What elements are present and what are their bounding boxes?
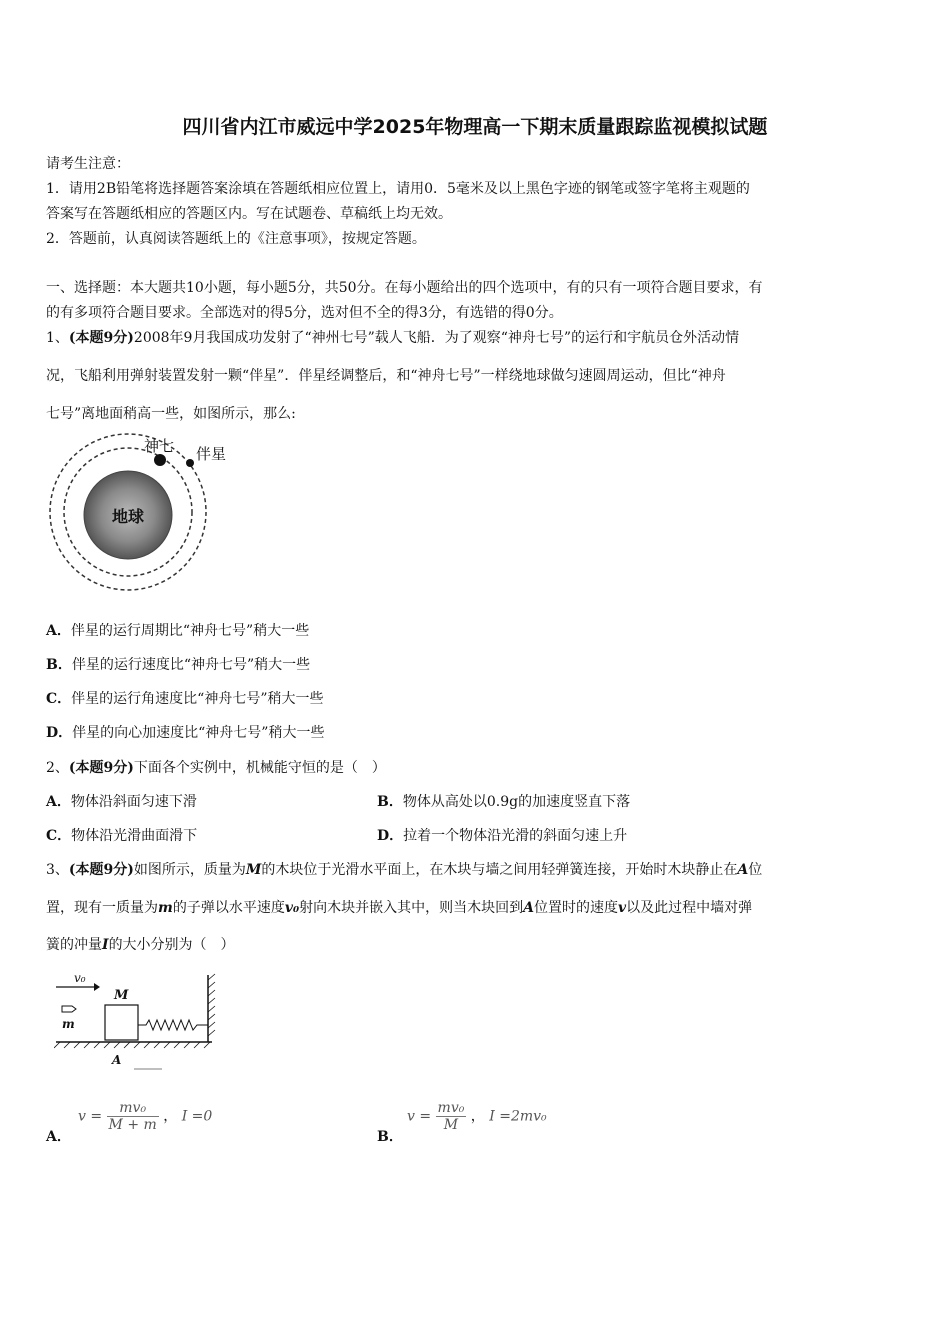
q2-option-a[interactable]: A．物体沿斜面匀速下滑 [46, 794, 197, 810]
q1-line-2: 况，飞船利用弹射装置发射一颗“伴星”．伴星经调整后，和“神舟七号”一样绕地球做匀速圆周运动，但比“神舟 [46, 368, 726, 384]
A-label: A [112, 1053, 122, 1067]
q3-line-3: 簧的冲量I的大小分别为（ ） [46, 937, 235, 953]
q3-option-a-letter[interactable]: A． [46, 1129, 71, 1145]
q1-option-d[interactable]: D．伴星的向心加速度比“神舟七号”稍大一些 [46, 725, 325, 741]
orbit-figure [44, 432, 244, 596]
ship-dot [154, 454, 166, 466]
notice-line-1a: 1．请用2B铅笔将选择题答案涂填在答题纸相应位置上，请用0．5毫米及以上黑色字迹的钢笔或签字笔将主观题的 [46, 181, 750, 197]
M-label: M [114, 988, 129, 1003]
bullet [62, 1006, 76, 1012]
satellite-dot [186, 459, 194, 467]
q1-text-1: 2008年9月我国成功发射了“神州七号”载人飞船．为了观察“神舟七号”的运行和宇航员仓外活动情 [133, 330, 740, 346]
q1-prefix: 1、 [46, 330, 69, 346]
v0-label: v₀ [74, 971, 86, 985]
q1-option-b[interactable]: B．伴星的运行速度比“神舟七号”稍大一些 [46, 657, 311, 673]
notice-line-1b: 答案写在答题纸相应的答题区内。写在试题卷、草稿纸上均无效。 [46, 206, 452, 222]
ship-label: 神七 [144, 437, 175, 455]
q2-stem: 2、(本题9分)下面各个实例中，机械能守恒的是（ ） [46, 760, 386, 776]
q3-line-1: 3、(本题9分)如图所示，质量为M的木块位于光滑水平面上，在木块与墙之间用轻弹簧连接，开始时木块静止在A位 [46, 862, 763, 878]
earth-label: 地球 [111, 507, 145, 526]
q3-option-b-formula: v = $\frac{\text{mv₀}}{M}$ ， I =2mv₀ [407, 1100, 547, 1133]
fraction-a: $\frac{\text{mv₀}}{M + m}$ [108, 1100, 157, 1133]
q2-option-d[interactable]: D．拉着一个物体沿光滑的斜面匀速上升 [377, 828, 628, 844]
q2-option-c[interactable]: C．物体沿光滑曲面滑下 [46, 828, 198, 844]
q1-points: (本题9分) [68, 330, 134, 346]
block-M [105, 1005, 138, 1040]
page-title: 四川省内江市威远中学2025年物理高一下期末质量跟踪监视模拟试题 [182, 116, 768, 138]
q1-line-1 [46, 327, 739, 347]
section1-line-1: 一、选择题：本大题共10小题，每小题5分，共50分。在每小题给出的四个选项中，有的只有一项符合题目要求，有 [46, 280, 763, 296]
notice-heading: 请考生注意： [46, 156, 130, 172]
q2-option-b[interactable]: B．物体从高处以0.9g的加速度竖直下落 [377, 794, 631, 810]
q1-option-a[interactable]: A．伴星的运行周期比“神舟七号”稍大一些 [46, 623, 310, 639]
velocity-arrow-head [94, 983, 100, 991]
section1-line-2: 的有多项符合题目要求。全部选对的得5分，选对但不全的得3分，有选错的得0分。 [46, 305, 563, 321]
notice-line-2: 2．答题前，认真阅读答题纸上的《注意事项》，按规定答题。 [46, 231, 426, 247]
satellite-label: 伴星 [196, 445, 227, 463]
q1-line-3: 七号”离地面稍高一些，如图所示，那么: [46, 406, 296, 422]
q3-option-b-letter[interactable]: B． [377, 1129, 403, 1145]
spring [138, 1020, 208, 1030]
m-label: m [62, 1017, 75, 1031]
q1-option-c[interactable]: C．伴星的运行角速度比“神舟七号”稍大一些 [46, 691, 324, 707]
fraction-b: $\frac{\text{mv₀}}{M}$ [437, 1100, 465, 1133]
q3-option-a-formula: v = $\frac{\text{mv₀}}{M + m}$ ， I =0 [78, 1100, 213, 1133]
spring-block-figure [54, 970, 224, 1079]
q3-line-2: 置，现有一质量为m的子弹以水平速度v₀射向木块并嵌入其中，则当木块回到A位置时的速度v以及此过程中墙对弹 [46, 900, 753, 916]
